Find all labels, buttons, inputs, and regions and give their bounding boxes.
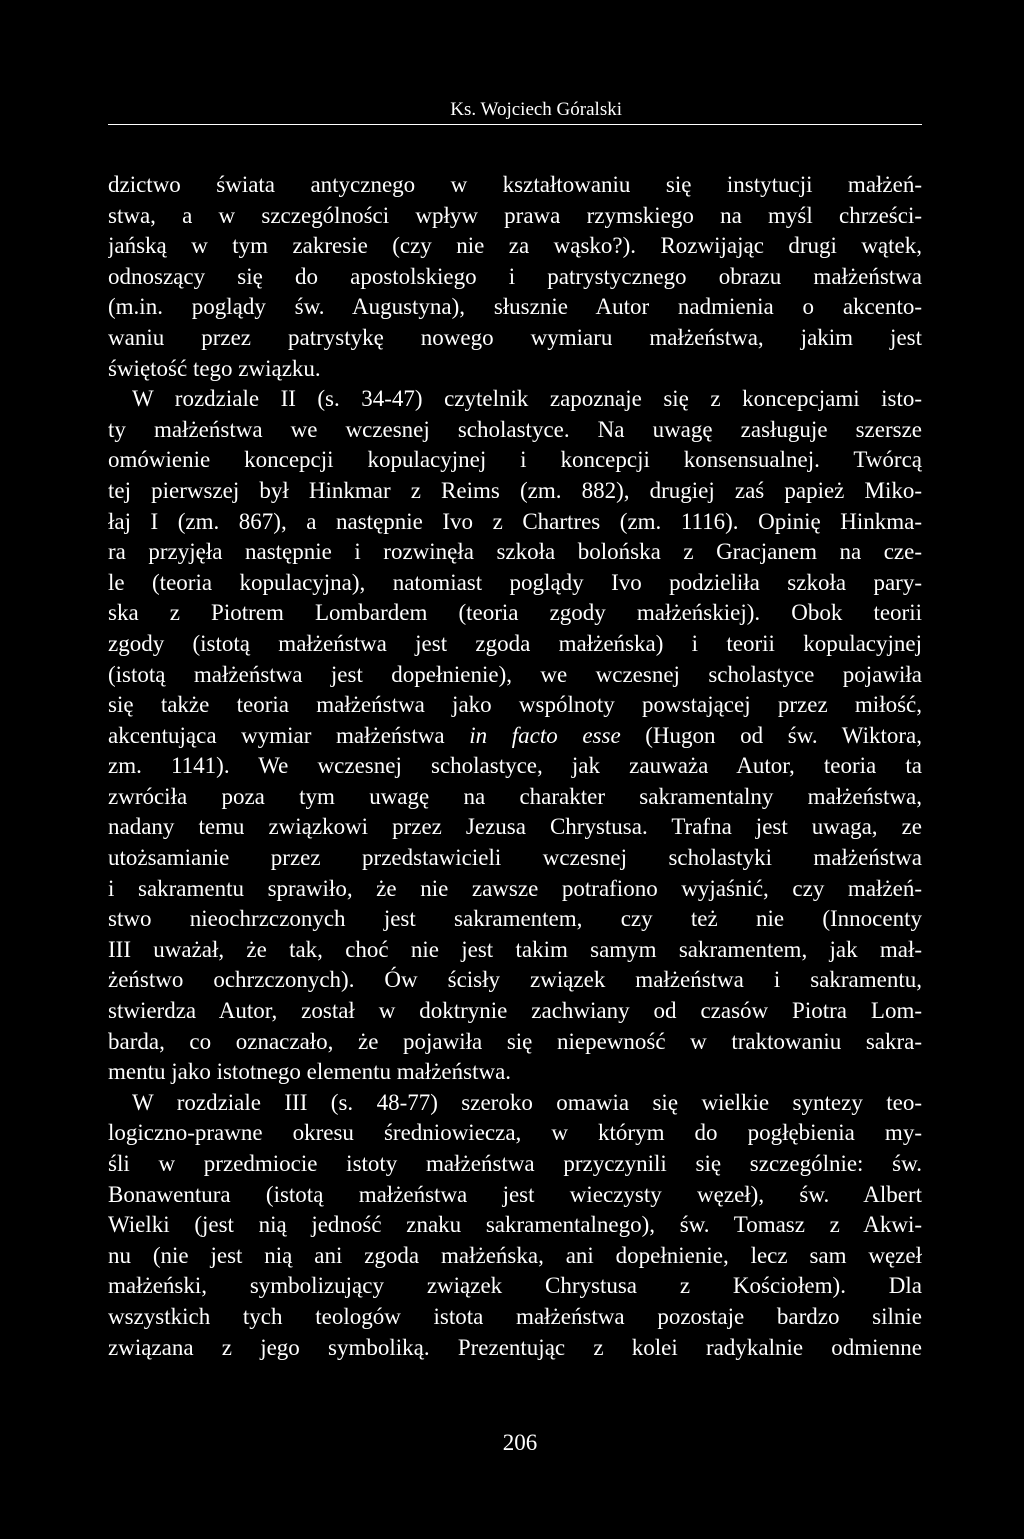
text-line: wszystkich tych teologów istota małżeństwa pozostaje bardzo silnie xyxy=(108,1303,922,1329)
body-text xyxy=(108,170,922,1363)
text-line: W rozdziale III (s. 48-77) szeroko omawia się wielkie syntezy teo- xyxy=(132,1089,922,1115)
text-line: i sakramentu sprawiło, że nie zawsze potrafiono wyjaśnić, czy małżeń- xyxy=(108,875,922,901)
text-line: (m.in. poglądy św. Augustyna), słusznie Autor nadmienia o akcento- xyxy=(108,294,922,320)
text-line: nu (nie jest nią ani zgoda małżeńska, ani dopełnienie, lecz sam węzeł xyxy=(108,1242,922,1268)
text-line: jańską w tym zakresie (czy nie za wąsko?). Rozwijając drugi wątek, xyxy=(108,233,922,259)
text-line: waniu przez patrystykę nowego wymiaru małżeństwa, jakim jest xyxy=(108,324,922,350)
text-line: zwróciła poza tym uwagę na charakter sakramentalny małżeństwa, xyxy=(108,783,922,809)
text-line: ska z Piotrem Lombardem (teoria zgody małżeńskiej). Obok teorii xyxy=(108,600,922,626)
text-line: W rozdziale II (s. 34-47) czytelnik zapoznaje się z koncepcjami isto- xyxy=(132,386,922,412)
text-line: stwa, a w szczególności wpływ prawa rzymskiego na myśl chrześci- xyxy=(108,202,922,228)
text-line: (istotą małżeństwa jest dopełnienie), we wczesnej scholastyce pojawiła xyxy=(108,661,922,687)
text-line: barda, co oznaczało, że pojawiła się niepewność w traktowaniu sakra- xyxy=(108,1028,922,1054)
text-line: się także teoria małżeństwa jako wspólnoty powstającej przez miłość, xyxy=(108,692,922,718)
text-line-with-italic xyxy=(108,721,922,752)
text-line: świętość tego związku. xyxy=(108,355,321,381)
text-line: utożsamianie przez przedstawicieli wczesnej scholastyki małżeństwa xyxy=(108,845,922,871)
text-line: śli w przedmiocie istoty małżeństwa przyczynili się szczególnie: św. xyxy=(108,1151,922,1176)
text-line: ty małżeństwa we wczesnej scholastyce. Na uwagę zasługuje szersze xyxy=(108,416,922,442)
text-line: mentu jako istotnego elementu małżeństwa. xyxy=(108,1059,512,1085)
text-line: żeństwo ochrzczonych). Ów ścisły związek małżeństwa i sakramentu, xyxy=(108,967,922,993)
text-line: le (teoria kopulacyjna), natomiast poglądy Ivo podzieliła szkoła pary- xyxy=(108,569,922,595)
text-line: stwierdza Autor, został w doktrynie zachwiany od czasów Piotra Lom- xyxy=(108,998,922,1024)
latin-phrase: in facto esse xyxy=(469,722,621,748)
text-line: małżeński, symbolizujący związek Chrystusa z Kościołem). Dla xyxy=(108,1273,922,1299)
text-line: logiczno-prawne okresu średniowiecza, w którym do pogłębienia my- xyxy=(108,1120,922,1146)
text-line: ra przyjęła następnie i rozwinęła szkoła bolońska z Gracjanem na cze- xyxy=(108,539,922,565)
running-header xyxy=(108,98,922,125)
text-line: Wielki (jest nią jedność znaku sakramentalnego), św. Tomasz z Akwi- xyxy=(108,1212,922,1238)
text-line: III uważał, że tak, choć nie jest takim samym sakramentem, jak mał- xyxy=(108,936,922,962)
text-line: łaj I (zm. 867), a następnie Ivo z Chartres (zm. 1116). Opinię Hinkma- xyxy=(108,508,922,534)
text-line: stwo nieochrzczonych jest sakramentem, czy też nie (Innocenty xyxy=(108,906,922,932)
text-segment: akcentująca wymiar małżeństwa xyxy=(108,722,470,748)
running-header-author: Ks. Wojciech Góralski xyxy=(450,99,622,120)
text-line: odnoszący się do apostolskiego i patrystycznego obrazu małżeństwa xyxy=(108,263,922,289)
text-line: zm. 1141). We wczesnej scholastyce, jak zauważa Autor, teoria ta xyxy=(108,753,922,779)
text-line: zgody (istotą małżeństwa jest zgoda małżeńska) i teorii kopulacyjnej xyxy=(108,630,922,656)
text-line: związana z jego symboliką. Prezentując z kolei radykalnie odmienne xyxy=(108,1334,922,1360)
page-number: 206 xyxy=(502,1430,538,1455)
text-line: dzictwo świata antycznego w kształtowaniu się instytucji małżeń- xyxy=(108,172,922,197)
text-line: omówienie koncepcji kopulacyjnej i koncepcji konsensualnej. Twórcą xyxy=(108,447,922,473)
text-line: Bonawentura (istotą małżeństwa jest wieczysty węzeł), św. Albert xyxy=(108,1181,922,1207)
text-line: nadany temu związkowi przez Jezusa Chrystusa. Trafna jest uwaga, ze xyxy=(108,814,922,840)
text-line: tej pierwszej był Hinkmar z Reims (zm. 882), drugiej zaś papież Miko- xyxy=(108,477,922,503)
text-segment: (Hugon od św. Wiktora, xyxy=(620,722,922,748)
